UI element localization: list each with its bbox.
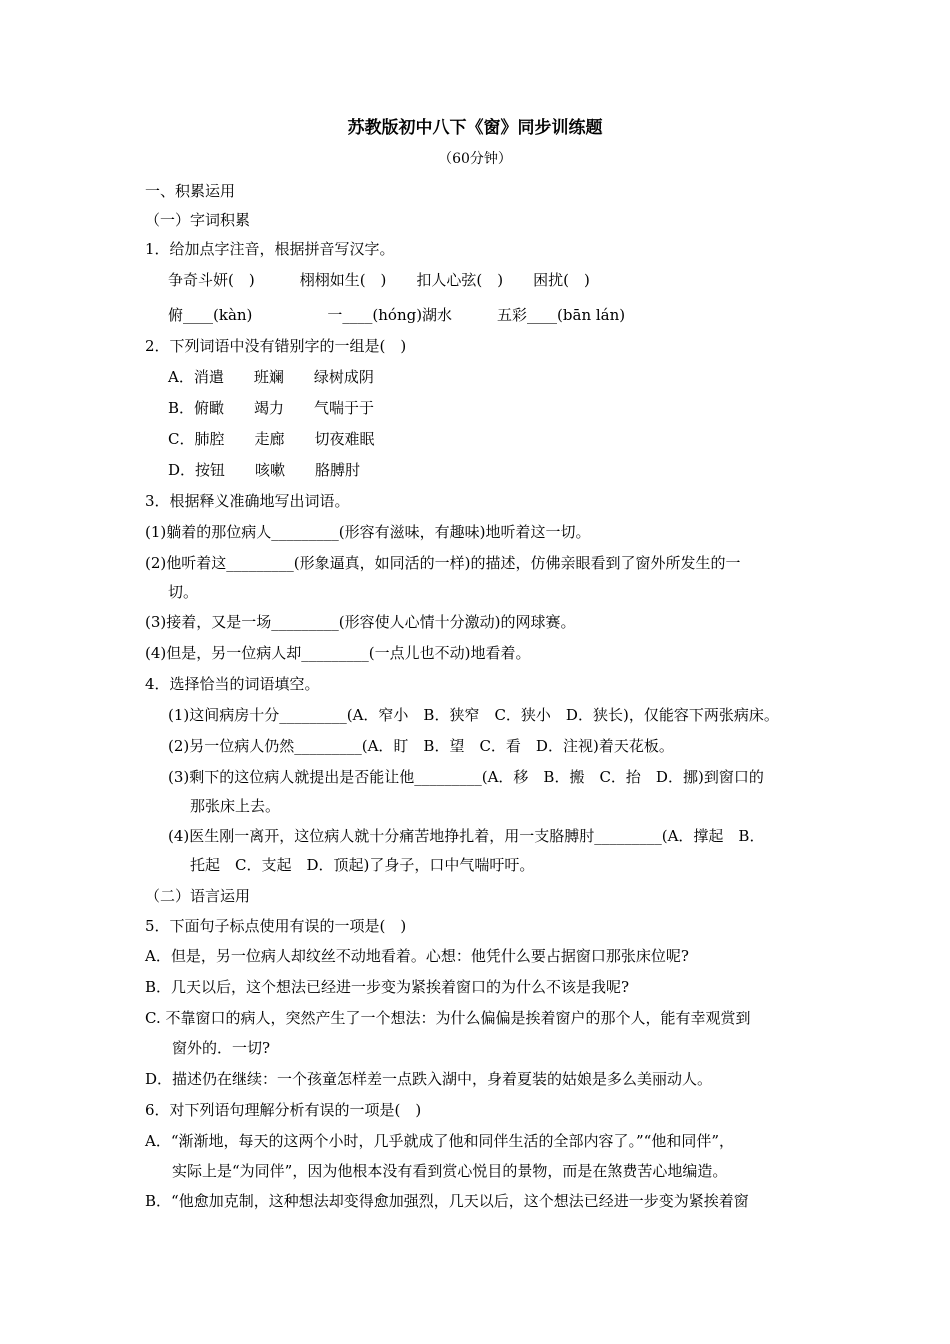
question-4-item-cont: 那张床上去。 [190,797,281,815]
question-1-pinyin-row: 争奇斗妍( ) 栩栩如生( ) 扣人心弦( ) 困扰( ) [168,271,590,289]
option-c: C．肺腔 走廊 切夜难眠 [168,430,375,448]
page-title: 苏教版初中八下《窗》同步训练题 [347,118,603,138]
subsection-heading: （一）字词积累 [145,211,251,229]
option-b: B．俯瞰 竭力 气喘于于 [168,399,375,417]
question-4-item: (2)另一位病人仍然_________(A．盯 B．望 C．看 D．注视)着天花板。 [168,737,674,755]
question-2: 2．下列词语中没有错别字的一组是( ) [145,337,407,355]
subsection-heading: （二）语言运用 [145,887,251,905]
page-subtitle: （60分钟） [438,151,512,167]
question-3-item: (1)躺着的那位病人_________(形容有滋味，有趣味)地听着这一切。 [145,523,591,541]
question-6-option-b: B．“他愈加克制，这种想法却变得愈加强烈，几天以后，这个想法已经进一步变为紧挨着窗 [145,1192,749,1210]
question-3: 3．根据释义准确地写出词语。 [145,492,350,510]
option-a: A．消遣 班斓 绿树成阴 [168,368,374,386]
question-5-option-b: B．几天以后，这个想法已经进一步变为紧挨着窗口的为什么不该是我呢? [145,978,630,996]
question-5-option-c: C. 不靠窗口的病人，突然产生了一个想法：为什么偏偏是挨着窗户的那个人，能有幸观赏到 [145,1009,751,1027]
question-3-item: (2)他听着这_________(形象逼真，如同活的一样)的描述，仿佛亲眼看到了窗外所发生的一 [145,554,741,572]
question-1: 1．给加点字注音，根据拼音写汉字。 [145,240,395,258]
question-4-item: (3)剩下的这位病人就提出是否能让他_________(A．移 B．搬 C．抬 D．挪)到窗口的 [168,768,764,786]
question-6: 6．对下列语句理解分析有误的一项是( ) [145,1101,422,1119]
question-3-item-cont: 切。 [168,583,199,601]
question-4-item: (4)医生刚一离开，这位病人就十分痛苦地挣扎着，用一支胳膊肘_________(A．撑起 B． [168,827,765,845]
question-5: 5．下面句子标点使用有误的一项是( ) [145,917,407,935]
question-1-write-row: 俯____(kàn) 一____(hóng)湖水 五彩____(bān lán) [168,306,626,324]
question-5-option-d: D．描述仍在继续：一个孩童怎样差一点跌入湖中，身着夏装的姑娘是多么美丽动人。 [145,1070,713,1088]
question-6-option-a: A．“渐渐地，每天的这两个小时，几乎就成了他和同伴生活的全部内容了。”“他和同伴”， [145,1132,735,1150]
section-heading: 一、积累运用 [145,182,236,200]
question-4: 4．选择恰当的词语填空。 [145,675,320,693]
question-3-item: (4)但是，另一位病人却_________(一点儿也不动)地看着。 [145,644,531,662]
question-4-item: (1)这间病房十分_________(A．窄小 B．狭窄 C．狭小 D．狭长)，仅能容下两张病床。 [168,706,779,724]
question-5-option-a: A．但是，另一位病人却纹丝不动地看着。心想：他凭什么要占据窗口那张床位呢? [145,947,689,965]
question-5-option-c-cont: 窗外的．一切? [172,1039,271,1057]
question-4-item-cont: 托起 C．支起 D．顶起)了身子，口中气喘吁吁。 [190,856,535,874]
question-3-item: (3)接着，又是一场_________(形容使人心情十分激动)的网球赛。 [145,613,576,631]
option-d: D．按钮 咳嗽 胳膊肘 [168,461,361,479]
question-6-option-a-cont: 实际上是“为同伴”，因为他根本没有看到赏心悦目的景物，而是在煞费苦心地编造。 [172,1162,728,1180]
